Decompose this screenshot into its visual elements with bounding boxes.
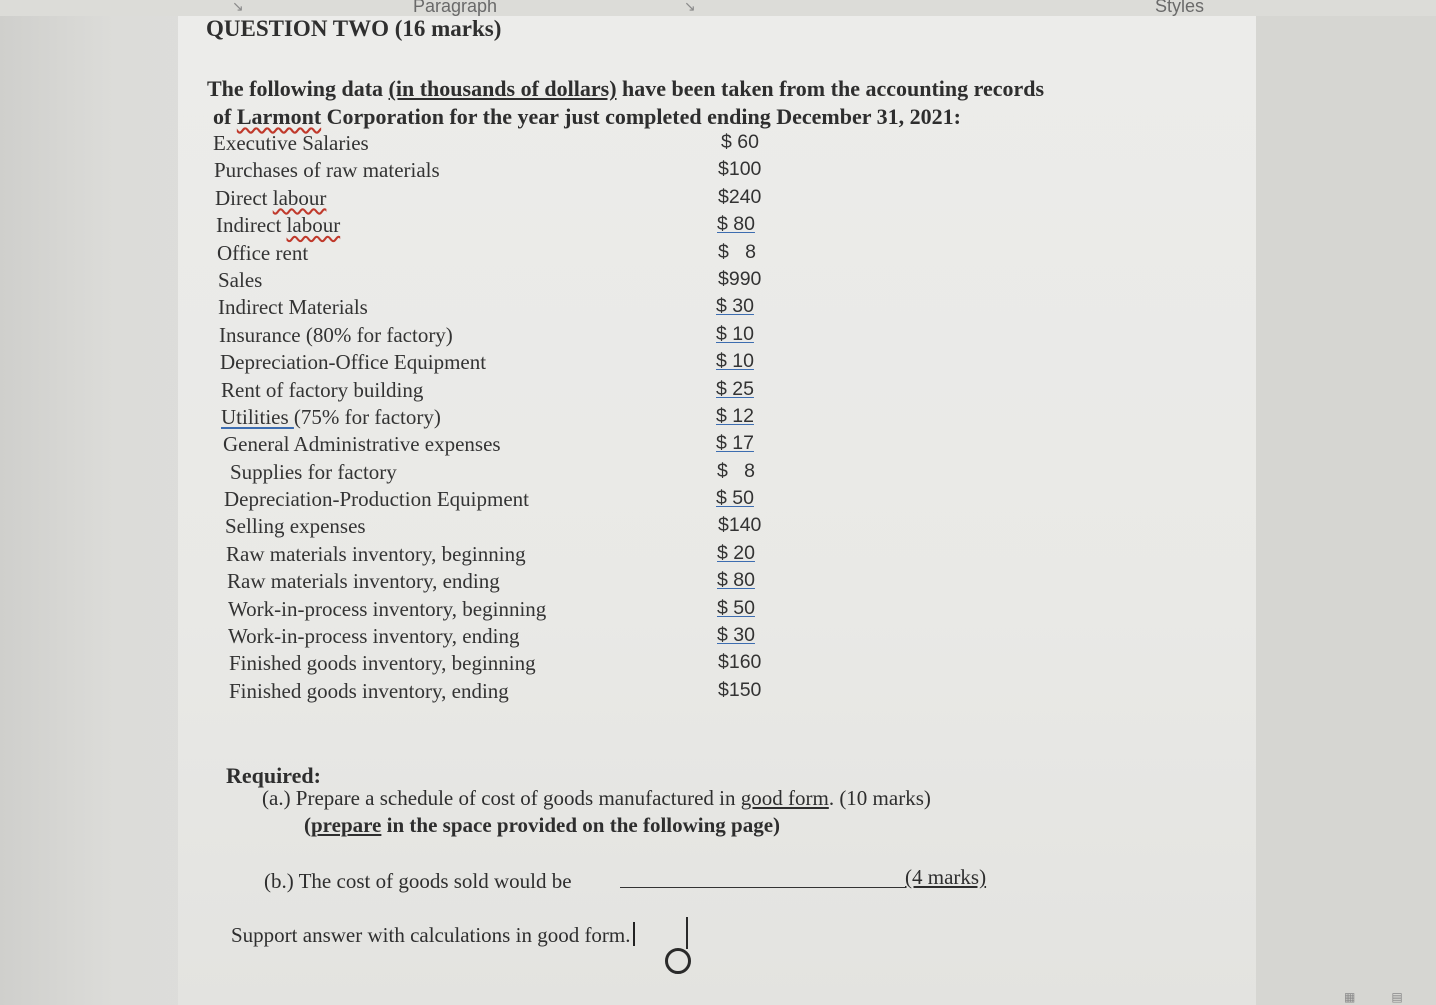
item-amount: $ 20 [717, 541, 755, 564]
intro-text: The following data [207, 76, 389, 101]
item-label: Office rent [217, 240, 309, 265]
font-dialog-launcher-icon[interactable]: ↘ [232, 0, 244, 14]
item-amount: $ 50 [716, 487, 754, 510]
required-heading: Required: [226, 763, 321, 788]
page-margin-right [1256, 16, 1436, 1005]
support-text: Support answer with calculations in good form. [231, 923, 631, 947]
list-item [213, 241, 813, 268]
item-label: Sales [218, 267, 263, 292]
item-label: Depreciation-Office Equipment [220, 350, 487, 375]
item-amount: $140 [718, 514, 762, 537]
spellcheck-word[interactable]: labour [286, 213, 341, 238]
list-item [213, 158, 813, 185]
item-label: Finished goods inventory, ending [229, 678, 509, 703]
item-label: General Administrative expenses [223, 432, 501, 457]
list-item [213, 487, 813, 514]
list-item [213, 213, 813, 240]
item-amount: $100 [718, 158, 762, 181]
item-label: Selling expenses [225, 514, 366, 539]
item-label: Work-in-process inventory, beginning [228, 596, 547, 621]
company-name-spellcheck[interactable]: Larmont [236, 104, 322, 129]
cost-data-list [213, 131, 813, 706]
item-amount: $ 8 [718, 240, 756, 263]
list-item [213, 514, 813, 541]
list-item [213, 542, 813, 569]
intro-of: of [213, 104, 237, 129]
item-label [221, 405, 441, 430]
requirement-b: (b.) The cost of goods sold would be [264, 869, 572, 893]
item-label: Insurance (80% for factory) [219, 322, 453, 347]
ribbon-bottom-strip [0, 0, 1436, 16]
intro-period: Corporation for the year just completed ending December 31, 2021: [321, 104, 961, 129]
intro-text-end: have been taken from the accounting records [616, 76, 1045, 101]
item-label: Executive Salaries [213, 131, 369, 155]
requirement-a-note [304, 813, 780, 838]
spellcheck-word[interactable]: labour [272, 185, 327, 210]
spellcheck-word[interactable]: Utilities [221, 404, 294, 429]
mouse-ibeam-cursor-icon [686, 917, 688, 949]
list-item [213, 651, 813, 678]
list-item [213, 295, 813, 322]
item-amount: $150 [718, 678, 762, 701]
item-amount: $ 12 [716, 404, 754, 427]
note-rest: in the space provided on the following page) [381, 813, 781, 837]
paragraph-group-label: Paragraph [413, 0, 498, 16]
item-amount: $ 8 [717, 459, 755, 482]
item-amount: $ 80 [717, 213, 755, 236]
intro-line-1 [207, 75, 1044, 103]
item-amount: $ 30 [716, 295, 754, 318]
item-amount: $ 10 [716, 322, 754, 345]
paragraph-dialog-launcher-icon[interactable]: ↘ [684, 0, 696, 14]
item-label: Purchases of raw materials [214, 158, 440, 183]
styles-group-label: Styles [1155, 0, 1205, 16]
list-item [213, 323, 813, 350]
item-label-text: (75% for factory) [293, 404, 441, 429]
list-item [213, 268, 813, 295]
item-amount: $ 80 [717, 569, 755, 592]
requirement-a-marks: . (10 marks) [828, 786, 931, 810]
intro-paragraph [207, 75, 1044, 131]
item-amount: $ 17 [716, 432, 754, 455]
intro-line-2 [207, 103, 1044, 131]
item-label: Supplies for factory [230, 459, 397, 484]
item-label: Rent of factory building [221, 377, 424, 402]
list-item [213, 405, 813, 432]
item-label: Finished goods inventory, beginning [229, 651, 536, 676]
note-open-paren: ( [304, 813, 311, 837]
text-caret [633, 922, 635, 946]
list-item [213, 432, 813, 459]
intro-units-underlined: (in thousands of dollars) [388, 76, 617, 101]
item-amount: $240 [718, 185, 762, 208]
requirement-a-text: (a.) Prepare a schedule of cost of goods manufactured in [262, 786, 741, 810]
item-label: Depreciation-Production Equipment [224, 487, 530, 512]
list-item [213, 624, 813, 651]
busy-cursor-ring-icon [665, 948, 691, 974]
prepare-underlined: prepare [311, 813, 382, 837]
list-item [213, 350, 813, 377]
item-label [215, 186, 326, 211]
item-label-text: Indirect [216, 213, 287, 238]
list-item [213, 460, 813, 487]
item-label-text: Direct [215, 185, 273, 210]
item-label [216, 213, 340, 238]
item-amount: $ 60 [721, 131, 759, 153]
item-label: Raw materials inventory, beginning [226, 541, 526, 566]
item-amount: $990 [718, 267, 762, 290]
good-form-underlined: good form [740, 786, 829, 810]
item-amount: $ 50 [717, 596, 755, 619]
requirement-a [262, 786, 931, 811]
item-amount: $ 25 [716, 377, 754, 400]
question-heading: QUESTION TWO (16 marks) [206, 16, 502, 41]
list-item [213, 378, 813, 405]
item-amount: $ 30 [717, 624, 755, 647]
requirement-b-marks: (4 marks) [905, 865, 987, 889]
list-item [213, 186, 813, 213]
list-item [213, 131, 813, 158]
support-instruction [231, 922, 635, 948]
answer-blank-line[interactable] [620, 887, 905, 888]
view-mode-icons[interactable]: ▦ ▤ [1344, 990, 1403, 1004]
item-label: Indirect Materials [218, 295, 368, 320]
list-item [213, 679, 813, 706]
item-label: Work-in-process inventory, ending [228, 624, 520, 649]
item-label: Raw materials inventory, ending [227, 569, 500, 594]
item-amount: $160 [718, 651, 762, 674]
item-amount: $ 10 [716, 350, 754, 373]
list-item [213, 597, 813, 624]
list-item [213, 569, 813, 596]
